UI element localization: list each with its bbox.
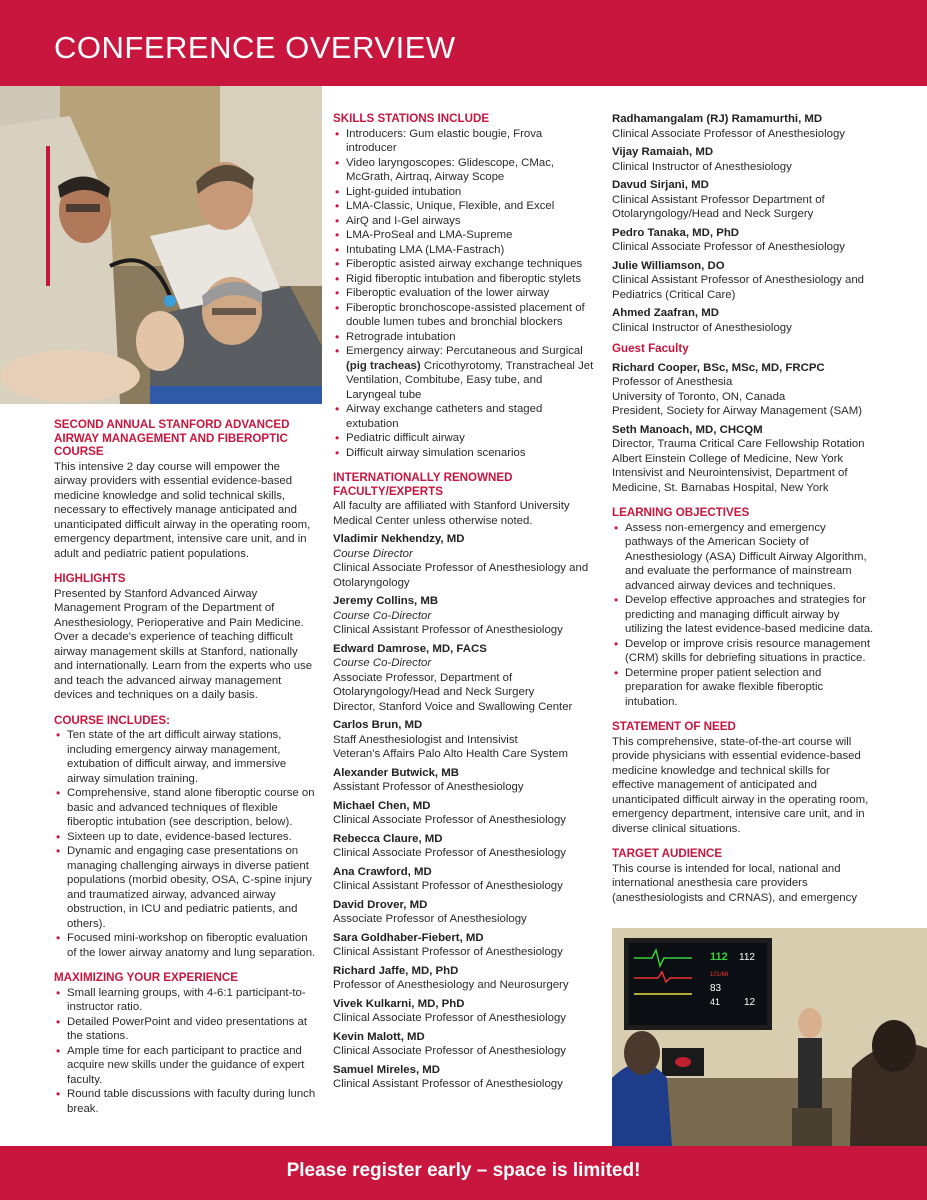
list-item: • Comprehensive, stand alone fiberoptic course on basic and advanced techniques of flexible fiberoptic intubation (see description, below). [54,786,316,830]
faculty-name: Vladimir Nekhendzy, MD [333,533,465,545]
faculty-title: Assistant Professor of Anesthesiology [333,781,524,793]
faculty-title: Clinical Associate Professor of Anesthesiology [333,1045,566,1057]
faculty-member [612,178,874,222]
register-banner-text: Please register early – space is limited! [286,1160,641,1181]
faculty-title: Clinical Assistant Professor Department of Otolaryngology/Head and Neck Surgery [612,193,825,220]
emergency-bold-text: (pig tracheas) [346,359,421,372]
faculty-name: Rebecca Claure, MD [333,832,443,845]
list-item: • Fiberoptic asisted airway exchange techniques [333,257,595,272]
list-item: • Light-guided intubation [333,185,595,200]
workshop-photo [0,86,322,404]
objectives-list [612,521,874,710]
audience-heading: TARGET AUDIENCE [612,847,723,860]
page-header [0,0,927,86]
faculty-name: Samuel Mireles, MD [333,1063,440,1076]
list-item: • Difficult airway simulation scenarios [333,446,595,461]
faculty-member [612,361,874,419]
list-item: • Develop effective approaches and strategies for predicting and managing difficult airway by utilizing the latest evidence-based medicine data. [612,593,874,637]
list-item: • Fiberoptic bronchoscope-assisted placement of double lumen tubes and bronchial blockers [333,301,595,330]
need-heading: STATEMENT OF NEED [612,720,736,733]
faculty-name: Radhamangalam (RJ) Ramamurthi, MD [612,113,823,125]
course-includes-list [54,728,316,960]
maximizing-heading: MAXIMIZING YOUR EXPERIENCE [54,971,239,984]
faculty-name: Jeremy Collins, MB [333,595,439,607]
faculty-title: Clinical Assistant Professor of Anesthesiology [333,880,563,892]
list-item: • Assess non-emergency and emergency pathways of the American Society of Anesthesiology (ASA) Difficult Airway Algorithm, and evaluate the performance of mainstream advanced airway devices and techniques. [612,521,874,594]
workshop-photo-illustration [0,86,322,404]
guest-faculty-heading: Guest Faculty [612,342,689,355]
faculty-name: Ahmed Zaafran, MD [612,307,719,319]
list-item: • Intubating LMA (LMA-Fastrach) [333,243,595,258]
highlights-body: Presented by Stanford Advanced Airway Management Program of the Department of Anesthesiology, Perioperative and Pain Medicine. Over a decade's experience of teaching difficult airway management skills at Stanford, nationally and internationally. Learn from the experts who use and teach the advanced airway management devices and techniques on a daily basis. [54,587,313,701]
faculty-member [333,1063,595,1092]
simulation-photo-illustration [612,928,927,1146]
faculty-member [333,964,595,993]
highlights-section [54,572,316,703]
intro-heading: SECOND ANNUAL STANFORD ADVANCED AIRWAY MANAGEMENT AND FIBEROPTIC COURSE [54,418,290,458]
objectives-section [612,506,874,709]
list-item: • Ample time for each participant to practice and acquire new skills under the guidance of expert faculty. [54,1044,316,1088]
faculty-name: Davud Sirjani, MD [612,179,709,191]
faculty-member [612,423,874,496]
emergency-text-rest: Cricothyrotomy, Transtracheal Jet Ventilation, Combitube, Easy tube, and Laryngeal tube [346,359,594,401]
list-item: • Dynamic and engaging case presentations on managing challenging airways in diverse patient populations (morbid obesity, OSA, C-spine injury and traumatized airway, advanced airway obstruction, in ICU and pediatric patients, and others). [54,844,316,931]
faculty-member [333,865,595,894]
faculty-title: Clinical Instructor of Anesthesiology [612,160,792,173]
faculty-title: Clinical Assistant Professor of Anesthesiology [333,624,563,636]
faculty-title: Clinical Assistant Professor of Anesthesiology and Pediatrics (Critical Care) [612,274,864,301]
column-middle [333,112,595,1092]
monitor-value: 12 [744,997,756,1008]
faculty-member [333,718,595,762]
list-item: • Small learning groups, with 4-6:1 participant-to-instructor ratio. [54,986,316,1015]
column-right [612,112,874,905]
intro-section [54,418,316,561]
highlights-heading: HIGHLIGHTS [54,572,126,585]
list-item: • LMA-ProSeal and LMA-Supreme [333,228,595,243]
faculty-section [333,471,595,1092]
faculty-member [333,766,595,795]
skills-list [333,127,595,461]
faculty-title: Clinical Instructor of Anesthesiology [612,321,792,334]
faculty-list [333,532,595,1092]
faculty-title: Director, Trauma Critical Care Fellowship Rotation Albert Einstein College of Medicine, New York Intensivist and Neurointensivist, Department of Medicine, St. Barnabas Hospital, New York [612,438,865,494]
faculty-title: Associate Professor of Anesthesiology [333,913,527,925]
audience-body: This course is intended for local, national and international anesthesia care providers (anesthesiologists and CRNAS), and emergency [612,862,858,904]
skills-section [333,112,595,460]
maximizing-list [54,986,316,1117]
faculty-name: Edward Damrose, MD, FACS [333,642,487,655]
list-item: • Rigid fiberoptic intubation and fiberoptic stylets [333,272,595,287]
faculty-member [612,145,874,174]
faculty-name: David Drover, MD [333,898,428,911]
faculty-name: Vivek Kulkarni, MD, PhD [333,997,465,1010]
faculty-title: Clinical Associate Professor of Anesthesiology [333,1012,566,1024]
faculty-name: Ana Crawford, MD [333,865,432,878]
faculty-title: Clinical Associate Professor of Anesthesiology [333,814,566,826]
faculty-role: Course Co-Director [333,657,432,669]
list-item: • Develop or improve crisis resource management (CRM) skills for debriefing situations in practice. [612,637,874,666]
faculty-member [612,226,874,255]
faculty-member [333,799,595,828]
list-item: • Detailed PowerPoint and video presentations at the stations. [54,1015,316,1044]
faculty-intro: All faculty are affiliated with Stanford University Medical Center unless otherwise noted. [333,500,570,527]
list-item: • Pediatric difficult airway [333,431,595,446]
faculty-title: Clinical Associate Professor of Anesthesiology [333,847,566,859]
column-left [54,418,316,1116]
list-item: • Determine proper patient selection and preparation for awake flexible fiberoptic intubation. [612,666,874,710]
faculty-member [333,642,595,715]
intro-body: This intensive 2 day course will empower the airway providers with essential evidence-based medicine knowledge and solid technical skills, necessary to effectively manage anticipated and unanticipated difficult airway in the operating room, emergency department, intensive care unit, and in adult and pediatric patient populations. [54,460,311,560]
faculty-member [333,532,595,590]
course-includes-heading: COURSE INCLUDES: [54,713,170,727]
monitor-value: 83 [710,983,722,994]
faculty-title: Clinical Assistant Professor of Anesthesiology [333,1078,563,1090]
faculty-name: Michael Chen, MD [333,799,431,812]
list-item: • Round table discussions with faculty during lunch break. [54,1087,316,1116]
need-body: This comprehensive, state-of-the-art course will provide physicians with essential evidence-based medicine knowledge and technical skills for effective management of anticipated and unanticipated difficult airway in the operating room, emergency department, intensive care unit, and in diverse clinical situations. [612,735,869,835]
faculty-role: Course Director [333,547,413,560]
faculty-name: Vijay Ramaiah, MD [612,146,714,158]
faculty-title: Professor of Anesthesiology and Neurosurgery [333,979,569,991]
list-item: • Retrograde intubation [333,330,595,345]
simulation-photo [612,928,927,1146]
faculty-name: Seth Manoach, MD, CHCQM [612,423,763,436]
faculty-name: Pedro Tanaka, MD, PhD [612,226,740,239]
monitor-value: 41 [710,997,721,1007]
faculty-member [612,259,874,303]
page-footer [0,1146,927,1200]
faculty-continued [612,112,874,335]
faculty-name: Julie Williamson, DO [612,259,725,272]
faculty-member [333,832,595,861]
list-item: • LMA-Classic, Unique, Flexible, and Excel [333,199,595,214]
faculty-role: Course Co-Director [333,609,432,622]
faculty-member [333,1030,595,1059]
list-item: • Video laryngoscopes: Glidescope, CMac, McGrath, Airtraq, Airway Scope [333,156,595,185]
audience-section [612,847,874,905]
emergency-text: Emergency airway: Percutaneous and Surgical [346,345,583,357]
guest-faculty-section [612,342,874,495]
faculty-member [333,997,595,1026]
faculty-title: Associate Professor, Department of Otolaryngology/Head and Neck Surgery Director, Stanford Voice and Swallowing Center [333,671,573,713]
faculty-member [333,898,595,927]
faculty-heading: INTERNATIONALLY RENOWNED FACULTY/EXPERTS [333,471,513,498]
list-item: • Sixteen up to date, evidence-based lectures. [54,830,316,845]
faculty-name: Richard Cooper, BSc, MSc, MD, FRCPC [612,361,825,374]
faculty-name: Alexander Butwick, MB [333,766,459,779]
objectives-heading: LEARNING OBJECTIVES [612,506,750,519]
faculty-member [333,594,595,638]
page-title: CONFERENCE OVERVIEW [54,30,456,65]
list-item: • Airway exchange catheters and staged extubation [333,402,595,431]
list-item: • Ten state of the art difficult airway stations, including emergency airway management, extubation of difficult airway, and immersive airway simulation training. [54,728,316,786]
faculty-member [612,306,874,335]
monitor-value: 101/66 [710,972,729,978]
list-item-emergency-airway [333,344,595,402]
faculty-title: Professor of Anesthesia University of Toronto, ON, Canada President, Society for Airway Management (SAM) [612,376,863,417]
course-includes-section [54,714,316,961]
faculty-member [333,931,595,960]
skills-heading: SKILLS STATIONS INCLUDE [333,112,490,125]
faculty-title: Clinical Assistant Professor of Anesthesiology [333,946,563,958]
faculty-title: Clinical Associate Professor of Anesthesiology and Otolaryngology [333,562,589,589]
faculty-title: Clinical Associate Professor of Anesthesiology [612,127,845,140]
faculty-title: Clinical Associate Professor of Anesthesiology [612,241,845,253]
maximizing-section [54,971,316,1116]
faculty-name: Kevin Malott, MD [333,1030,425,1043]
list-item: • AirQ and I-Gel airways [333,214,595,229]
faculty-name: Carlos Brun, MD [333,719,423,731]
faculty-title: Staff Anesthesiologist and Intensivist Veteran's Affairs Palo Alto Health Care System [333,733,568,760]
monitor-value: 112 [739,952,755,963]
list-item: • Fiberoptic evaluation of the lower airway [333,286,595,301]
list-item: • Introducers: Gum elastic bougie, Frova introducer [333,127,595,156]
need-section [612,720,874,836]
faculty-member [612,112,874,141]
faculty-name: Richard Jaffe, MD, PhD [333,964,459,977]
list-item: • Focused mini-workshop on fiberoptic evaluation of the lower airway anatomy and lung separation. [54,931,316,960]
faculty-name: Sara Goldhaber-Fiebert, MD [333,931,484,944]
monitor-value: 112 [710,951,728,963]
